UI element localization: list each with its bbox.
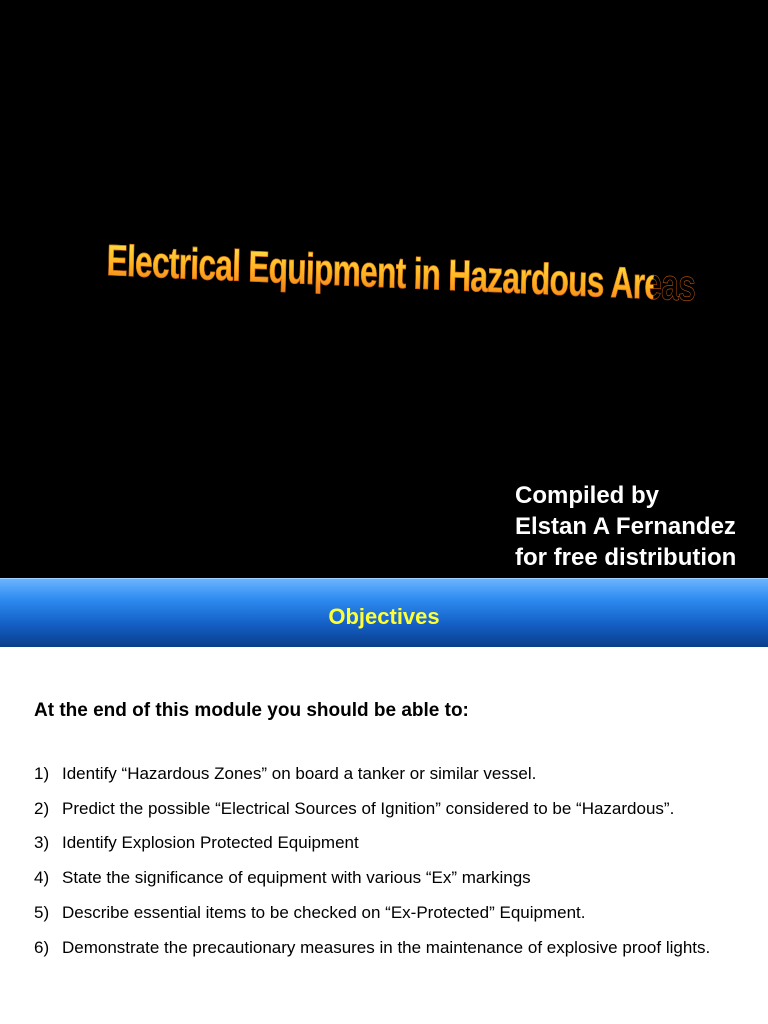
objective-text: Identify Explosion Protected Equipment xyxy=(62,833,359,853)
objectives-heading: Objectives xyxy=(328,604,440,629)
cover-title: Electrical Equipment in Hazardous Areas xyxy=(106,236,696,311)
objectives-list xyxy=(34,757,734,965)
credit-distribution: for free distribution xyxy=(515,544,737,571)
objective-item xyxy=(34,931,734,966)
objective-number: 3) xyxy=(34,833,50,853)
objective-text: Demonstrate the precautionary measures in the maintenance of explosive proof lights. xyxy=(62,937,711,957)
objective-item xyxy=(34,792,734,827)
objective-item xyxy=(34,896,734,931)
objective-text: Describe essential items to be checked on “Ex-Protected” Equipment. xyxy=(62,902,586,922)
objective-text: Identify “Hazardous Zones” on board a tanker or similar vessel. xyxy=(62,764,537,783)
objective-item xyxy=(34,757,734,792)
objective-text: Predict the possible “Electrical Sources of Ignition” considered to be “Hazardous”. xyxy=(62,798,675,818)
objective-item xyxy=(34,861,734,896)
objective-item xyxy=(34,826,734,861)
objectives-banner xyxy=(0,578,768,647)
credits-block xyxy=(515,480,736,573)
objective-text: State the significance of equipment with various “Ex” markings xyxy=(62,868,531,888)
credit-compiled-by: Compiled by xyxy=(515,482,660,509)
intro-text: At the end of this module you should be able to: xyxy=(34,700,469,721)
objective-number: 5) xyxy=(34,902,50,922)
objective-number: 2) xyxy=(34,798,50,818)
objective-number: 1) xyxy=(34,764,50,783)
objective-number: 6) xyxy=(34,937,50,957)
objective-number: 4) xyxy=(34,868,50,888)
credit-author: Elstan A Fernandez xyxy=(515,513,736,540)
